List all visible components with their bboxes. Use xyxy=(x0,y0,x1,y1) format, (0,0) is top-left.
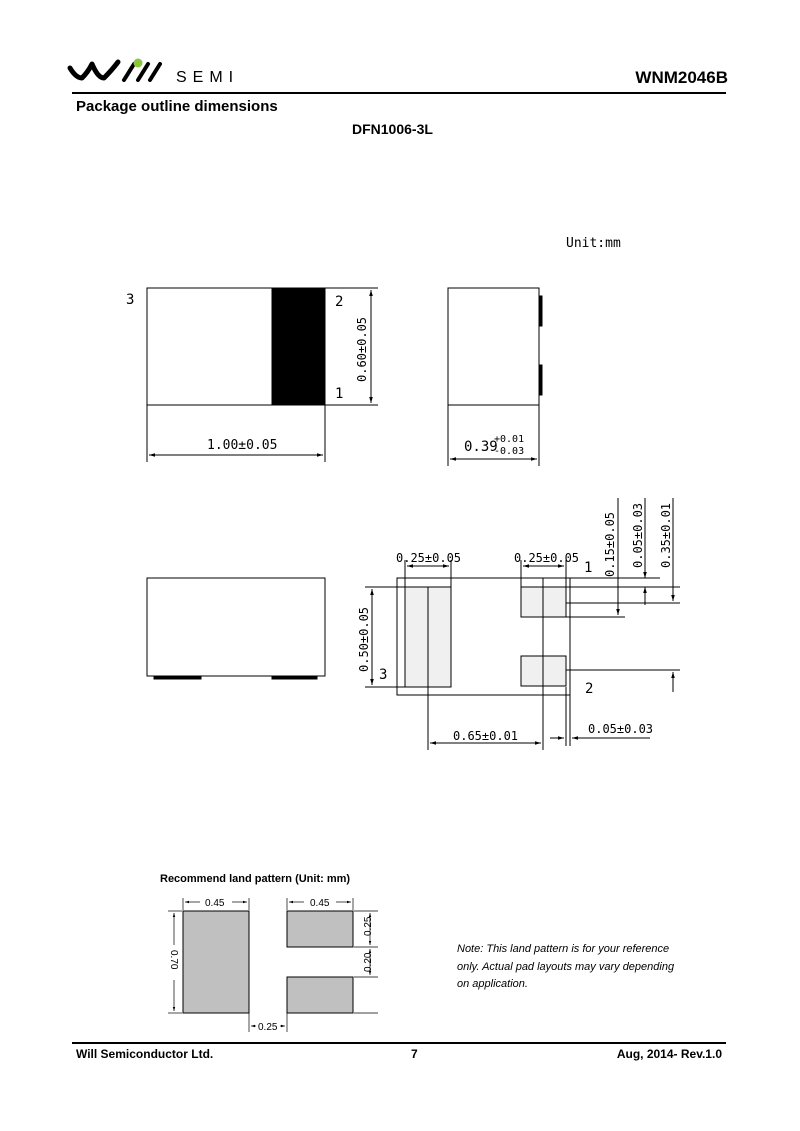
land-dim-gap-v: 0.20 xyxy=(363,952,374,972)
land-pad-bottom xyxy=(287,977,353,1013)
footer-divider xyxy=(72,1042,726,1044)
dim-pad-width-right: 0.25±0.05 xyxy=(514,551,580,565)
footer-date-rev: Aug, 2014- Rev.1.0 xyxy=(616,1047,722,1061)
side-terminal-top xyxy=(539,296,542,326)
bottom-pin-2-label: 2 xyxy=(585,681,594,697)
land-note-line2: only. Actual pad layouts may vary depending xyxy=(457,960,675,973)
land-pattern-title: Recommend land pattern (Unit: mm) xyxy=(160,873,351,885)
top-dim-height: 0.60±0.05 xyxy=(355,316,369,382)
dim-pad-width-left: 0.25±0.05 xyxy=(396,551,462,565)
land-dim-height: 0.70 xyxy=(168,950,179,970)
dim-050: 0.50±0.05 xyxy=(357,606,371,672)
land-dim-right-width: 0.45 xyxy=(310,898,330,909)
land-dim-pad-h: 0.25 xyxy=(363,916,374,936)
front-view-body xyxy=(147,578,325,676)
top-pin-1-label: 1 xyxy=(335,386,344,402)
footer-page-number: 7 xyxy=(411,1047,418,1061)
side-dim-plus: +0.01 xyxy=(494,434,525,445)
land-dim-gap-h: 0.25 xyxy=(258,1022,278,1033)
section-title: Package outline dimensions xyxy=(76,98,278,115)
footer-company: Will Semiconductor Ltd. xyxy=(76,1047,214,1061)
side-dim-minus: -0.03 xyxy=(494,446,525,457)
top-pin-3-label: 3 xyxy=(126,292,135,308)
bottom-pin-3-label: 3 xyxy=(379,667,388,683)
pin1-marker-band xyxy=(272,288,325,405)
dim-005-top: 0.05±0.03 xyxy=(631,502,645,568)
side-view-body xyxy=(448,288,539,405)
land-note-line1: Note: This land pattern is for your reference xyxy=(457,943,670,955)
land-note-line3: on application. xyxy=(457,978,528,990)
logo-text: SEMI xyxy=(176,69,240,86)
land-pattern xyxy=(168,898,378,1032)
top-pin-2-label: 2 xyxy=(335,294,344,310)
side-dim-main: 0.39 xyxy=(464,439,498,455)
package-name: DFN1006-3L xyxy=(352,121,433,137)
part-number: WNM2046B xyxy=(635,68,728,87)
top-view xyxy=(147,288,378,462)
side-terminal-bottom xyxy=(539,365,542,395)
land-dim-left-width: 0.45 xyxy=(205,898,225,909)
dim-035: 0.35±0.01 xyxy=(659,502,673,568)
top-dim-width: 1.00±0.05 xyxy=(207,438,278,453)
land-pad-large xyxy=(183,911,249,1013)
front-terminal-left xyxy=(154,676,201,679)
dim-065: 0.65±0.01 xyxy=(453,729,519,743)
dim-015: 0.15±0.05 xyxy=(603,511,617,577)
dim-005-bottom: 0.05±0.03 xyxy=(588,722,654,736)
land-pad-top xyxy=(287,911,353,947)
unit-label: Unit:mm xyxy=(566,236,621,251)
front-terminal-right xyxy=(272,676,317,679)
bottom-pin-1-label: 1 xyxy=(584,560,593,576)
front-view xyxy=(147,578,325,679)
